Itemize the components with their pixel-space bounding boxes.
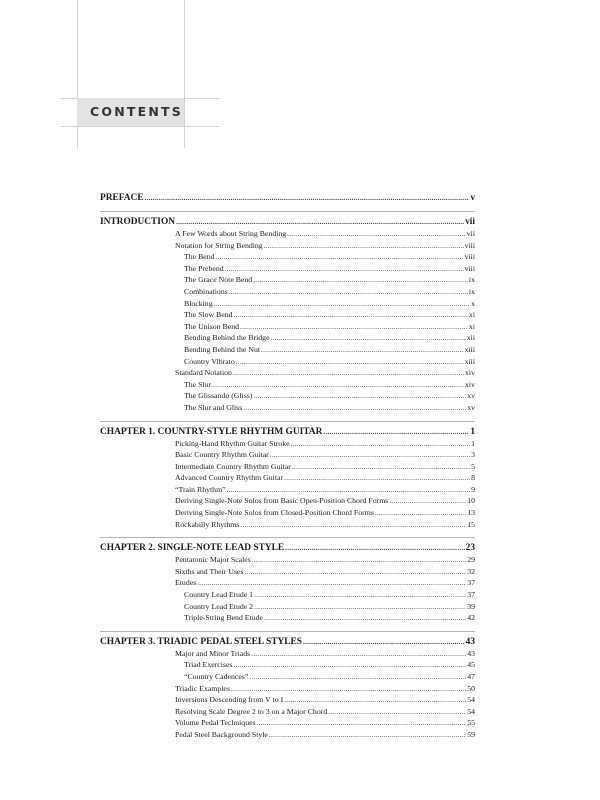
toc-page-number: xii	[466, 333, 475, 343]
dot-leader	[284, 696, 466, 704]
toc-entry-title: Inversions Descending from V to I	[175, 695, 284, 705]
toc-entry[interactable]	[100, 241, 475, 253]
toc-page-number: 47	[467, 672, 475, 681]
toc-entry[interactable]	[100, 672, 475, 684]
dot-leader	[261, 346, 464, 354]
toc-entry[interactable]	[100, 368, 475, 380]
toc-entry-title: “Train Rhythm”	[175, 484, 226, 494]
toc-entry[interactable]	[100, 649, 475, 661]
toc-entry-title: CHAPTER 1. COUNTRY-STYLE RHYTHM GUITAR	[100, 426, 323, 437]
header-guide-line	[60, 126, 220, 127]
toc-chapter-entry[interactable]	[100, 637, 475, 649]
toc-page-number: 1	[470, 426, 475, 437]
toc-entry[interactable]	[100, 567, 475, 579]
toc-page-number: 50	[467, 683, 475, 693]
toc-page-number: 5	[471, 461, 475, 471]
toc-entry[interactable]	[100, 718, 475, 730]
toc-page-number: 37	[467, 590, 475, 600]
toc-entry-title: The Glissando (Gliss)	[184, 391, 253, 401]
toc-entry[interactable]	[100, 333, 475, 345]
toc-entry-title: Sixths and Their Uses	[175, 566, 244, 576]
table-of-contents	[100, 193, 475, 742]
toc-entry[interactable]	[100, 403, 475, 415]
toc-page-number: 43	[467, 648, 475, 658]
toc-entry[interactable]	[100, 660, 475, 672]
toc-page-number: xiii	[464, 344, 475, 354]
dot-leader	[375, 509, 466, 517]
toc-entry-title: Country Lead Etude 2	[184, 601, 254, 611]
toc-page-number: vii	[465, 217, 475, 227]
toc-page-number: 9	[471, 484, 475, 494]
dot-leader	[284, 474, 470, 482]
dot-leader	[257, 719, 467, 727]
toc-entry[interactable]	[100, 439, 475, 451]
toc-entry[interactable]	[100, 357, 475, 369]
dot-leader	[287, 230, 466, 238]
toc-page-number: 37	[467, 578, 475, 588]
toc-entry[interactable]	[100, 264, 475, 276]
toc-entry[interactable]	[100, 555, 475, 567]
toc-entry[interactable]	[100, 473, 475, 485]
toc-page-number: v	[470, 193, 475, 203]
toc-page-number: xiii	[464, 356, 475, 366]
dot-leader	[145, 194, 470, 202]
dot-leader	[212, 381, 464, 389]
dot-leader	[270, 451, 470, 459]
dot-leader	[389, 497, 466, 505]
toc-page-number: 59	[467, 729, 475, 739]
toc-entry-title: Bending Behind the Nut	[184, 344, 261, 354]
toc-entry-title: The Unison Bend	[184, 321, 240, 331]
toc-entry-title: Blocking	[184, 298, 213, 308]
toc-entry[interactable]	[100, 590, 475, 602]
dot-leader	[243, 404, 466, 412]
dot-leader	[197, 579, 466, 587]
toc-chapter-entry[interactable]	[100, 543, 475, 555]
toc-page-number: xiv	[465, 368, 475, 378]
dot-leader	[269, 731, 466, 739]
toc-entry[interactable]	[100, 602, 475, 614]
toc-entry-title: Triadic Examples	[175, 683, 230, 693]
toc-entry-title: The Grace Note Bend	[184, 275, 253, 285]
toc-page-number: vii	[466, 229, 475, 238]
toc-entry-title: Intermediate Country Rhythm Guitar	[175, 461, 291, 471]
dot-leader	[251, 650, 466, 658]
toc-entry-title: Picking-Hand Rhythm Guitar Stroke	[175, 438, 290, 448]
toc-entry[interactable]	[100, 707, 475, 719]
dot-leader	[271, 334, 466, 342]
dot-leader	[225, 265, 464, 273]
dot-leader	[229, 288, 468, 296]
chapter-divider	[100, 631, 475, 632]
toc-entry-title: Country Lead Etude 1	[184, 590, 254, 600]
toc-page-number: xv	[467, 391, 475, 401]
toc-entry[interactable]	[100, 520, 475, 532]
dot-leader	[245, 568, 467, 576]
toc-page-number: ix	[468, 286, 475, 296]
dot-leader	[240, 323, 468, 331]
toc-entry-title: Standard Notation	[175, 368, 232, 378]
toc-page-number: xiv	[465, 379, 475, 389]
toc-entry-title: Deriving Single-Note Solos from Closed-Position Chord Forms	[175, 508, 374, 518]
toc-entry[interactable]	[100, 322, 475, 334]
toc-entry-title: A Few Words about String Bending	[175, 229, 287, 238]
toc-entry[interactable]	[100, 496, 475, 508]
toc-page-number: xv	[467, 402, 475, 412]
toc-entry-title: Combinations	[184, 286, 228, 296]
dot-leader	[254, 603, 466, 611]
toc-page-number: 3	[471, 450, 475, 460]
toc-entry-title: Deriving Single-Note Solos from Basic Open-Position Chord Forms	[175, 496, 389, 506]
dot-leader	[303, 638, 465, 646]
toc-entry[interactable]	[100, 695, 475, 707]
toc-entry[interactable]	[100, 462, 475, 474]
toc-entry[interactable]	[100, 684, 475, 696]
toc-page-number: 13	[467, 508, 475, 518]
dot-leader	[291, 440, 471, 448]
toc-page-number: 54	[467, 706, 475, 716]
dot-leader	[227, 486, 470, 494]
toc-page-number: xi	[468, 310, 475, 320]
toc-entry[interactable]	[100, 310, 475, 322]
toc-entry-title: Volume Pedal Techniques	[175, 718, 256, 728]
toc-page-number: viii	[464, 252, 475, 262]
toc-entry[interactable]	[100, 252, 475, 264]
toc-entry[interactable]	[100, 345, 475, 357]
chapter-divider	[100, 421, 475, 422]
toc-entry[interactable]	[100, 578, 475, 590]
toc-entry-title: The Slur	[184, 379, 212, 389]
toc-entry-title: Pedal Steel Background Style	[175, 729, 268, 739]
toc-page-number: viii	[464, 240, 475, 250]
toc-entry-title: Pentatonic Major Scales	[175, 555, 251, 565]
dot-leader	[240, 521, 466, 529]
toc-entry[interactable]	[100, 275, 475, 287]
dot-leader	[233, 369, 464, 377]
toc-page-number: 23	[465, 543, 475, 554]
toc-entry-title: Triad Exercises	[184, 660, 233, 670]
dot-leader	[236, 358, 464, 366]
toc-entry-title: Country Vibrato	[184, 356, 235, 366]
dot-leader	[234, 311, 468, 319]
toc-page-number: 32	[467, 566, 475, 576]
toc-entry-title: Triple-String Bend Etude	[184, 613, 263, 623]
toc-entry-title: Basic Country Rhythm Guitar	[175, 450, 269, 460]
toc-entry[interactable]	[100, 508, 475, 520]
toc-page-number: ix	[468, 275, 475, 285]
toc-page-number: x	[471, 298, 475, 308]
toc-entry-title: Resolving Scale Degree 2 to 3 on a Major Chord	[175, 706, 328, 716]
dot-leader	[176, 218, 464, 226]
toc-entry-title: PREFACE	[100, 193, 144, 203]
toc-entry[interactable]	[100, 450, 475, 462]
toc-page-number: viii	[464, 263, 475, 273]
toc-entry-title: CHAPTER 3. TRIADIC PEDAL STEEL STYLES	[100, 636, 302, 647]
chapter-divider	[100, 211, 475, 212]
toc-entry[interactable]	[100, 730, 475, 742]
toc-entry[interactable]	[100, 485, 475, 497]
toc-chapter-entry[interactable]	[100, 193, 475, 205]
toc-page-number: xi	[468, 321, 475, 331]
toc-page-number: 43	[465, 636, 475, 647]
dot-leader	[264, 242, 464, 250]
toc-entry[interactable]	[100, 613, 475, 625]
toc-entry[interactable]	[100, 287, 475, 299]
dot-leader	[233, 661, 466, 669]
toc-entry-title: The Slur and Gliss	[184, 402, 243, 412]
dot-leader	[216, 253, 464, 261]
toc-entry-title: Rockabilly Rhythms	[175, 519, 240, 529]
toc-entry[interactable]	[100, 229, 475, 241]
dot-leader	[292, 463, 470, 471]
dot-leader	[252, 556, 466, 564]
toc-entry-title: Notation for String Bending	[175, 240, 263, 250]
dot-leader	[253, 276, 468, 284]
toc-entry-title: Major and Minor Triads	[175, 648, 251, 658]
toc-entry-title: Bending Behind the Bridge	[184, 333, 270, 343]
toc-entry-title: CHAPTER 2. SINGLE-NOTE LEAD STYLE	[100, 543, 285, 554]
toc-entry[interactable]	[100, 391, 475, 403]
chapter-divider	[100, 537, 475, 538]
dot-leader	[328, 708, 466, 716]
dot-leader	[323, 428, 469, 436]
toc-entry-title: The Prebend	[184, 263, 224, 273]
toc-page-number: 1	[471, 438, 475, 448]
toc-page-number: 10	[467, 496, 475, 506]
dot-leader	[254, 591, 466, 599]
toc-page-number: 15	[467, 519, 475, 529]
toc-entry-title: The Bend	[184, 252, 215, 262]
toc-entry-title: Advanced Country Rhythm Guitar	[175, 473, 284, 483]
toc-entry-title: “Country Cadences”	[184, 672, 249, 681]
toc-chapter-entry[interactable]	[100, 217, 475, 229]
toc-page-number: 45	[467, 660, 475, 670]
dot-leader	[264, 614, 466, 622]
toc-entry-title: Etudes	[175, 578, 197, 588]
toc-entry-title: INTRODUCTION	[100, 217, 176, 227]
toc-page-number: 42	[467, 613, 475, 623]
dot-leader	[231, 685, 466, 693]
toc-entry[interactable]	[100, 380, 475, 392]
toc-chapter-entry[interactable]	[100, 427, 475, 439]
dot-leader	[285, 544, 464, 552]
toc-page-number: 29	[467, 555, 475, 565]
toc-page-number: 54	[467, 695, 475, 705]
toc-page-number: 39	[467, 601, 475, 611]
toc-entry[interactable]	[100, 299, 475, 311]
dot-leader	[253, 392, 466, 400]
dot-leader	[249, 673, 466, 681]
toc-entry-title: The Slow Bend	[184, 310, 233, 320]
toc-page-number: 55	[467, 718, 475, 728]
toc-page-number: 8	[471, 473, 475, 483]
dot-leader	[214, 300, 471, 308]
page-title: CONTENTS	[90, 104, 183, 119]
